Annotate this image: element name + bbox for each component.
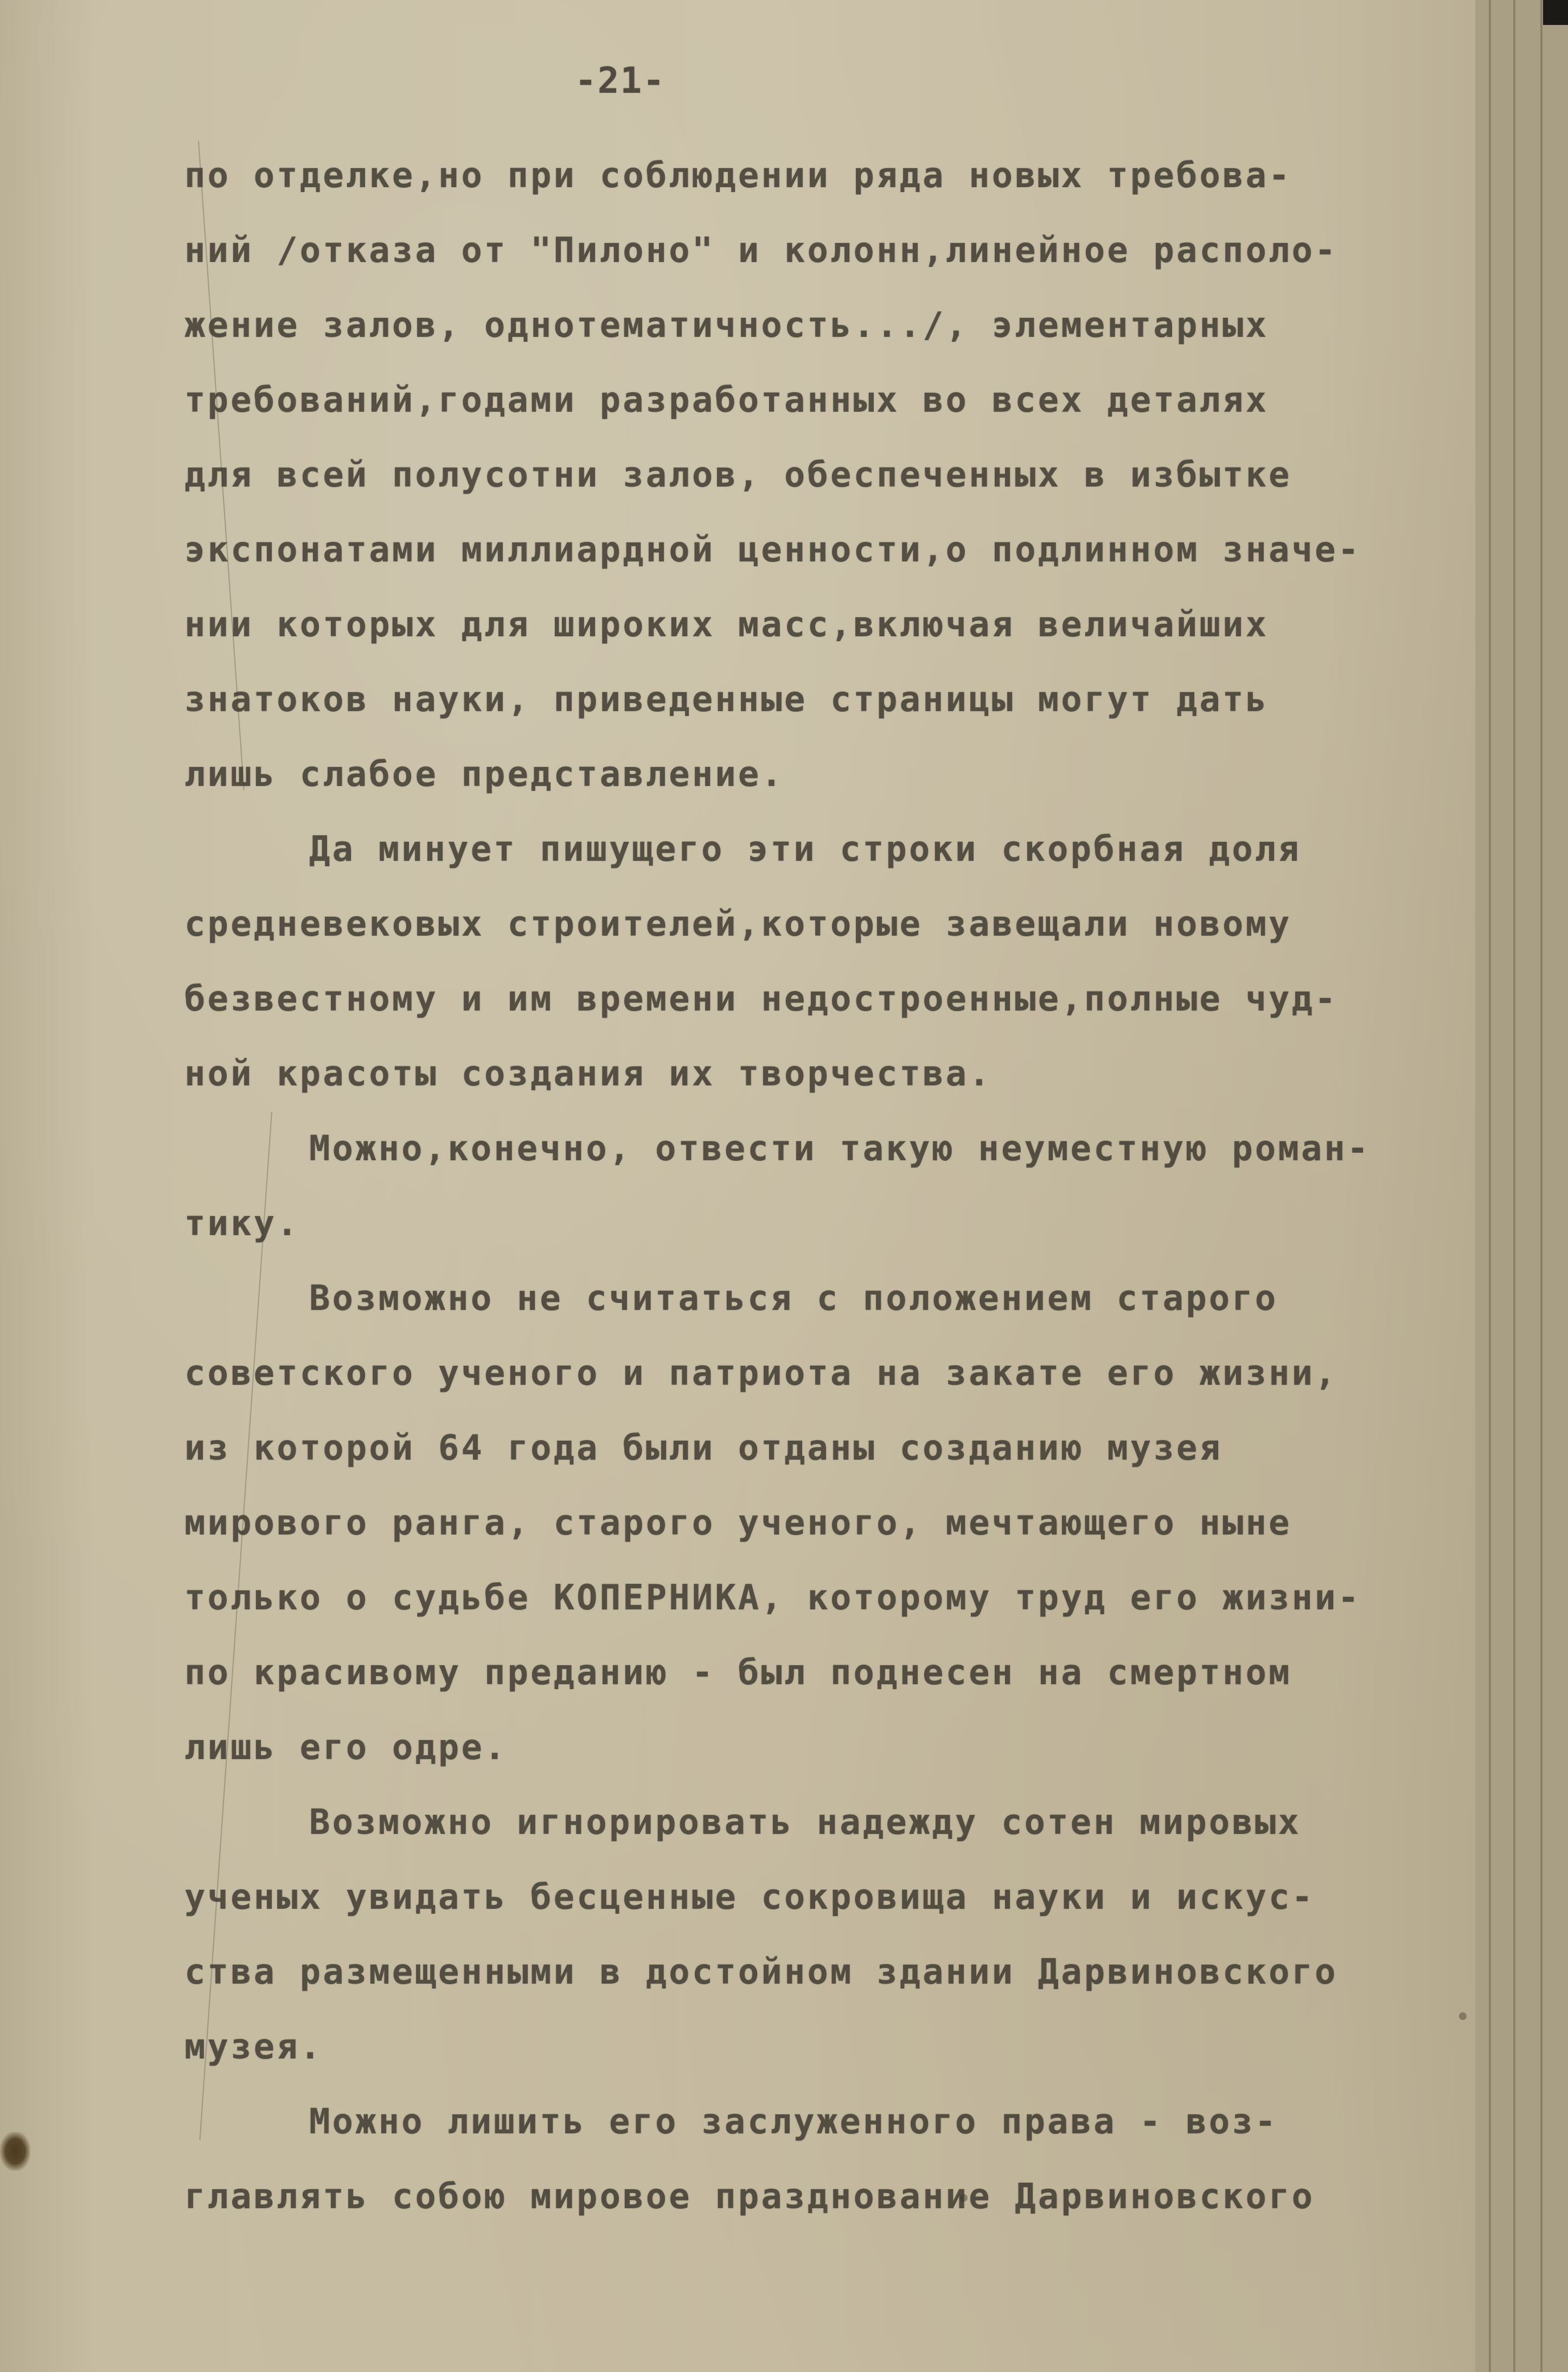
margin-mark bbox=[1459, 2012, 1467, 2020]
text-line: по красивому преданию - был поднесен на смертном bbox=[184, 1653, 1292, 1693]
ink-blot bbox=[0, 2132, 30, 2171]
text-line: из которой 64 года были отданы созданию музея bbox=[184, 1428, 1223, 1468]
text-line: по отделке,но при соблюдении ряда новых требова- bbox=[184, 156, 1292, 196]
text-line: лишь слабое представление. bbox=[184, 755, 784, 795]
paragraph-start-line: Возможно не считаться с положением старого bbox=[309, 1278, 1278, 1319]
typed-text-body bbox=[184, 138, 1454, 2234]
text-line: ний /отказа от "Пилоно" и колонн,линейное располо- bbox=[184, 231, 1338, 271]
text-line: музея. bbox=[184, 2027, 323, 2067]
text-line: знатоков науки, приведенные страницы могут дать bbox=[184, 680, 1269, 720]
text-line: требований,годами разработанных во всех деталях bbox=[184, 380, 1269, 420]
text-line: для всей полусотни залов, обеспеченных в избытке bbox=[184, 455, 1292, 495]
page-edge-line-3 bbox=[1540, 0, 1543, 2372]
text-line: ной красоты создания их творчества. bbox=[184, 1054, 992, 1094]
text-line: главлять собою мировое празднование Дарвиновского bbox=[184, 2177, 1315, 2217]
text-line: только о судьбе КОПЕРНИКА, которому труд его жизни- bbox=[184, 1578, 1361, 1618]
text-line: советского ученого и патриота на закате его жизни, bbox=[184, 1353, 1338, 1393]
text-line: экспонатами миллиардной ценности,о подлинном значе- bbox=[184, 530, 1361, 570]
text-line: мирового ранга, старого ученого, мечтающего ныне bbox=[184, 1503, 1292, 1543]
text-line: ученых увидать бесценные сокровища науки и искус- bbox=[184, 1877, 1315, 1917]
text-line: лишь его одре. bbox=[184, 1728, 508, 1768]
page-number: -21- bbox=[575, 60, 665, 101]
paragraph-start-line: Можно,конечно, отвести такую неуместную роман- bbox=[309, 1129, 1371, 1169]
paragraph-start-line: Можно лишить его заслуженного права - воз- bbox=[309, 2102, 1278, 2142]
text-line: безвестному и им времени недостроенные,полные чуд- bbox=[184, 979, 1338, 1019]
corner-tab bbox=[1543, 0, 1568, 25]
text-line: ства размещенными в достойном здании Дарвиновского bbox=[184, 1952, 1338, 1992]
page-edge-line-2 bbox=[1513, 0, 1515, 2372]
text-line: нии которых для широких масс,включая величайших bbox=[184, 605, 1269, 645]
text-line: жение залов, однотематичность.../, элементарных bbox=[184, 305, 1269, 346]
text-line: средневековых строителей,которые завещали новому bbox=[184, 904, 1292, 944]
paragraph-start-line: Возможно игнорировать надежду сотен мировых bbox=[309, 1802, 1301, 1843]
text-line: тику. bbox=[184, 1204, 300, 1244]
paragraph-start-line: Да минует пишущего эти строки скорбная доля bbox=[309, 829, 1301, 869]
page-edge-line-1 bbox=[1489, 0, 1491, 2372]
